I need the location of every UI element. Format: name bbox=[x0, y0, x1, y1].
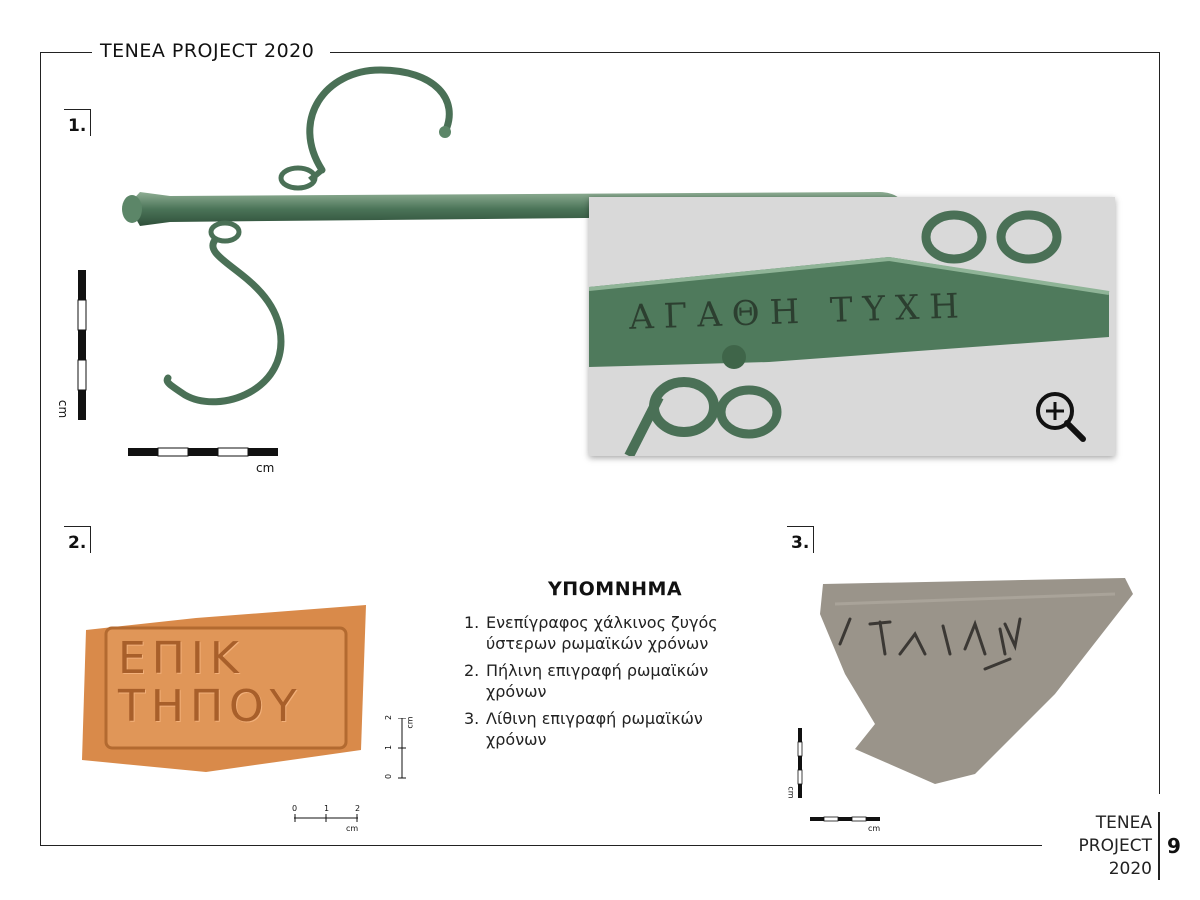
scale-tick-label: 0 bbox=[384, 773, 394, 780]
scale-bar-horizontal bbox=[294, 814, 358, 822]
scale-unit-label: cm bbox=[405, 716, 415, 729]
legend-item bbox=[464, 660, 764, 702]
legend-title: ΥΠΟΜΝΗΜΑ bbox=[548, 578, 683, 600]
legend-item-number: 2. bbox=[464, 661, 480, 680]
scale-tick-label: 1 bbox=[384, 744, 394, 751]
scale-tick-label: 1 bbox=[324, 804, 330, 813]
legend-item bbox=[464, 708, 764, 750]
scale-unit-label: cm bbox=[56, 399, 71, 419]
scale-bar-horizontal bbox=[810, 816, 882, 822]
frame-line bbox=[40, 52, 41, 845]
figure-3-number: 3. bbox=[791, 533, 810, 553]
legend-item-text: Ενεπίγραφος χάλκινος ζυγός ύστερων ρωμαϊκών χρόνων bbox=[486, 613, 718, 653]
footer-line: 2020 bbox=[1108, 859, 1152, 879]
scale-unit-label: cm bbox=[868, 824, 881, 833]
legend-item-text: Λίθινη επιγραφή ρωμαϊκών χρόνων bbox=[486, 709, 703, 749]
stone-inscription-image bbox=[815, 574, 1135, 786]
inscription-detail-inset bbox=[589, 197, 1115, 456]
figure-2-number: 2. bbox=[68, 533, 87, 553]
clay-stamp-image bbox=[76, 600, 366, 772]
figure-1-number: 1. bbox=[68, 116, 87, 136]
zoom-in-icon[interactable] bbox=[1033, 389, 1089, 445]
legend-item-text: Πήλινη επιγραφή ρωμαϊκών χρόνων bbox=[486, 661, 709, 701]
frame-line bbox=[40, 845, 1042, 846]
scale-bar-vertical bbox=[796, 728, 804, 800]
scale-unit-label: cm bbox=[256, 461, 275, 475]
footer-divider bbox=[1158, 812, 1160, 880]
scale-unit-label: cm bbox=[786, 786, 796, 799]
stamp-line-1: ΕΠΙΚ bbox=[118, 633, 245, 684]
legend-item-number: 3. bbox=[464, 709, 480, 728]
frame-line bbox=[330, 52, 1159, 53]
scale-bar-horizontal bbox=[128, 446, 280, 458]
scale-tick-label: 2 bbox=[384, 714, 394, 721]
footer-line: TENEA bbox=[1095, 813, 1152, 833]
legend-list bbox=[464, 612, 764, 756]
footer-line: PROJECT bbox=[1078, 836, 1152, 856]
frame-line bbox=[40, 52, 92, 53]
legend-item-number: 1. bbox=[464, 613, 480, 632]
page-number: 9 bbox=[1167, 834, 1181, 858]
scale-unit-label: cm bbox=[346, 824, 359, 833]
scale-bar-vertical bbox=[74, 270, 90, 420]
inscription-text: ΑΓΑΘΗ ΤΥΧΗ bbox=[628, 286, 970, 338]
stamp-line-2: ΤΗΠΟΥ bbox=[118, 681, 303, 732]
scale-tick-label: 2 bbox=[355, 804, 361, 813]
frame-line bbox=[1159, 52, 1160, 794]
scale-tick-label: 0 bbox=[292, 804, 298, 813]
legend-item bbox=[464, 612, 764, 654]
page-footer bbox=[1040, 812, 1152, 881]
page-header-title: TENEA PROJECT 2020 bbox=[100, 40, 315, 62]
